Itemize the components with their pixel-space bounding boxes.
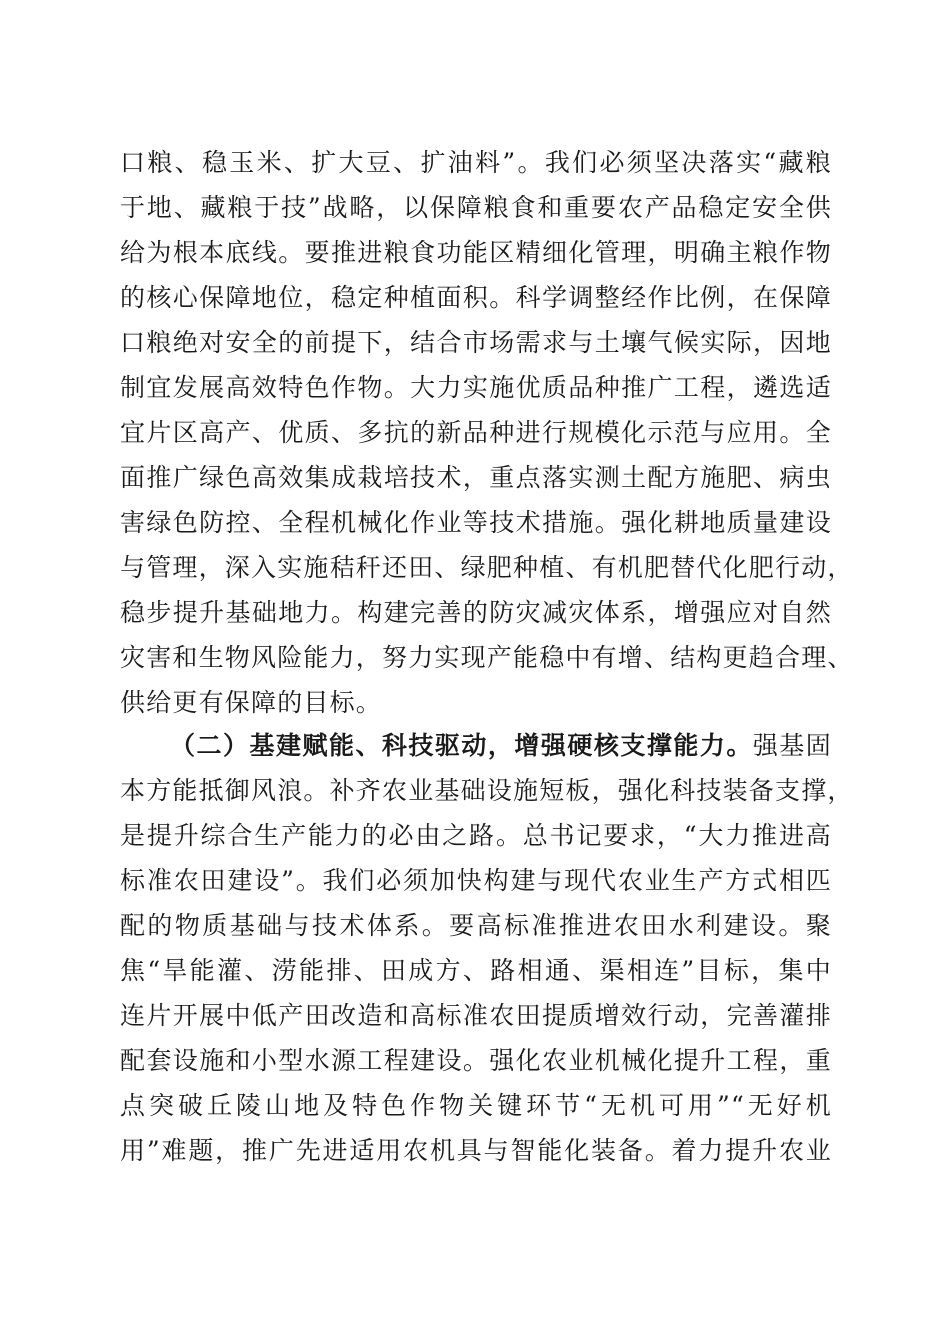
text-line: 焦“旱能灌、涝能排、田成方、路相通、渠相连”目标，集中 (120, 956, 832, 985)
text-line: 点突破丘陵山地及特色作物关键环节“无机可用”“无好机 (120, 1091, 832, 1120)
text-line: 配套设施和小型水源工程建设。强化农业机械化提升工程，重 (120, 1046, 832, 1075)
text-line: 稳步提升基础地力。构建完善的防灾减灾体系，增强应对自然 (120, 598, 832, 627)
section-heading: （二）基建赋能、科技驱动，增强硬核支撑能力。 (170, 731, 753, 760)
text-line: 配的物质基础与技术体系。要高标准推进农田水利建设。聚 (120, 911, 832, 940)
text-line: 给为根本底线。要推进粮食功能区精细化管理，明确主粮作物 (120, 238, 832, 267)
text-line: 害绿色防控、全程机械化作业等技术措施。强化耕地质量建设 (120, 508, 832, 537)
text-line: 口粮、稳玉米、扩大豆、扩油料”。我们必须坚决落实“藏粮 (120, 148, 832, 177)
heading-continuation: 强基固 (752, 731, 832, 760)
text-line: 是提升综合生产能力的必由之路。总书记要求，“大力推进高 (120, 821, 832, 850)
text-line: 的核心保障地位，稳定种植面积。科学调整经作比例，在保障 (120, 283, 832, 312)
text-line: 与管理，深入实施秸秆还田、绿肥种植、有机肥替代化肥行动， (120, 553, 854, 582)
paragraph-first-line (120, 723, 832, 768)
text-line-last: 供给更有保障的目标。 (120, 688, 383, 717)
text-line: 于地、藏粮于技”战略，以保障粮食和重要农产品稳定安全供 (120, 193, 832, 222)
text-line: 连片开展中低产田改造和高标准农田提质增效行动，完善灌排 (120, 1001, 832, 1030)
text-line: 制宜发展高效特色作物。大力实施优质品种推广工程，遴选适 (120, 373, 832, 402)
paragraph-infrastructure-tech (120, 723, 854, 1173)
text-line: 宜片区高产、优质、多抗的新品种进行规模化示范与应用。全 (120, 418, 832, 447)
text-line: 面推广绿色高效集成栽培技术，重点落实测土配方施肥、病虫 (120, 463, 832, 492)
paragraph-grain-security (120, 140, 854, 725)
text-line: 标准农田建设”。我们必须加快构建与现代农业生产方式相匹 (120, 866, 832, 895)
text-line: 本方能抵御风浪。补齐农业基础设施短板，强化科技装备支撑， (120, 776, 854, 805)
text-line: 口粮绝对安全的前提下，结合市场需求与土壤气候实际，因地 (120, 328, 832, 357)
text-line: 灾害和生物风险能力，努力实现产能稳中有增、结构更趋合理、 (120, 643, 854, 672)
text-line: 用”难题，推广先进适用农机具与智能化装备。着力提升农业 (120, 1136, 832, 1165)
